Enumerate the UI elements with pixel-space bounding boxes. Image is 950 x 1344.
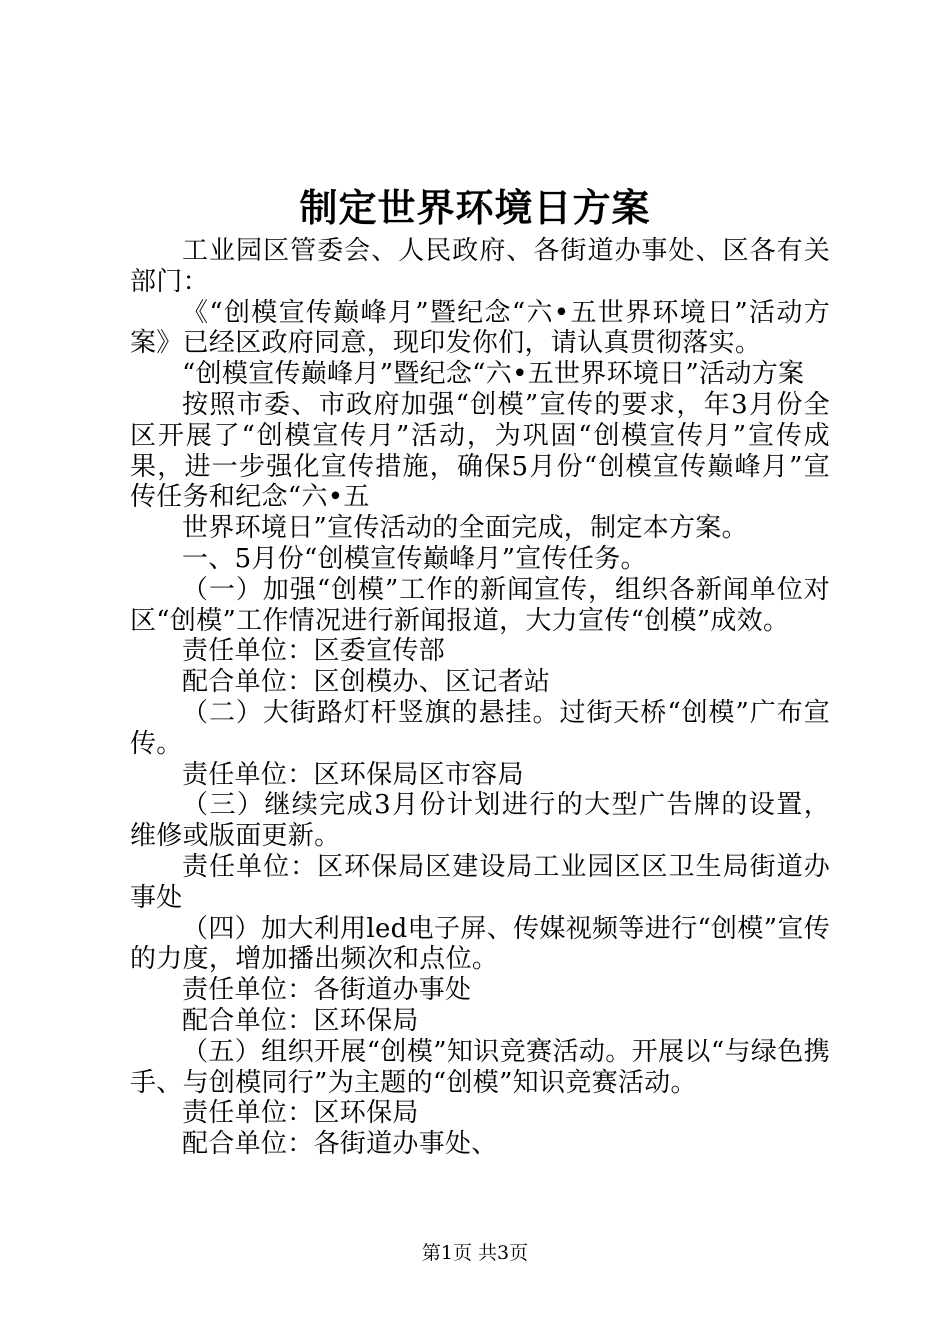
paragraph: 工业园区管委会、人民政府、各街道办事处、区各有关部门： <box>130 236 830 297</box>
paragraph: （三）继续完成3月份计划进行的大型广告牌的设置，维修或版面更新。 <box>130 790 830 852</box>
paragraph: 责任单位：各街道办事处 <box>182 975 472 1006</box>
paragraph: 世界环境日”宣传活动的全面完成，制定本方案。 <box>182 513 748 544</box>
paragraph: 一、5月份“创模宣传巅峰月”宣传任务。 <box>182 543 647 574</box>
document-body <box>130 236 830 1160</box>
paragraph: 配合单位：各街道办事处、 <box>182 1129 498 1160</box>
paragraph: （五）组织开展“创模”知识竞赛活动。开展以“与绿色携手、与创模同行”为主题的“创模”知识竞赛活动。 <box>130 1036 830 1098</box>
paragraph: 配合单位：区创模办、区记者站 <box>182 667 551 698</box>
paragraph: 《“创模宣传巅峰月”暨纪念“六•五世界环境日”活动方案》已经区政府同意，现印发你们，请认真贯彻落实。 <box>130 297 830 359</box>
paragraph: 按照市委、市政府加强“创模”宣传的要求，年3月份全区开展了“创模宣传月”活动，为巩固“创模宣传月”宣传成果，进一步强化宣传措施，确保5月份“创模宣传巅峰月”宣传任务和纪念“六•五 <box>130 389 830 513</box>
paragraph: 责任单位：区委宣传部 <box>182 636 446 667</box>
paragraph: （四）加大利用led电子屏、传媒视频等进行“创模”宣传的力度，增加播出频次和点位。 <box>130 913 830 975</box>
paragraph: 责任单位：区环保局 <box>182 1098 419 1129</box>
paragraph: 责任单位：区环保局区市容局 <box>182 759 524 790</box>
paragraph: （二）大街路灯杆竖旗的悬挂。过街天桥“创模”广布宣传。 <box>130 697 830 759</box>
page-number-footer: 第1页 共3页 <box>421 1242 529 1264</box>
paragraph: 责任单位：区环保局区建设局工业园区区卫生局街道办事处 <box>130 851 830 913</box>
paragraph: 配合单位：区环保局 <box>182 1005 419 1036</box>
paragraph: （一）加强“创模”工作的新闻宣传，组织各新闻单位对区“创模”工作情况进行新闻报道，大力宣传“创模”成效。 <box>130 574 830 636</box>
paragraph: “创模宣传巅峰月”暨纪念“六•五世界环境日”活动方案 <box>182 359 805 390</box>
document-title: 制定世界环境日方案 <box>299 185 651 230</box>
